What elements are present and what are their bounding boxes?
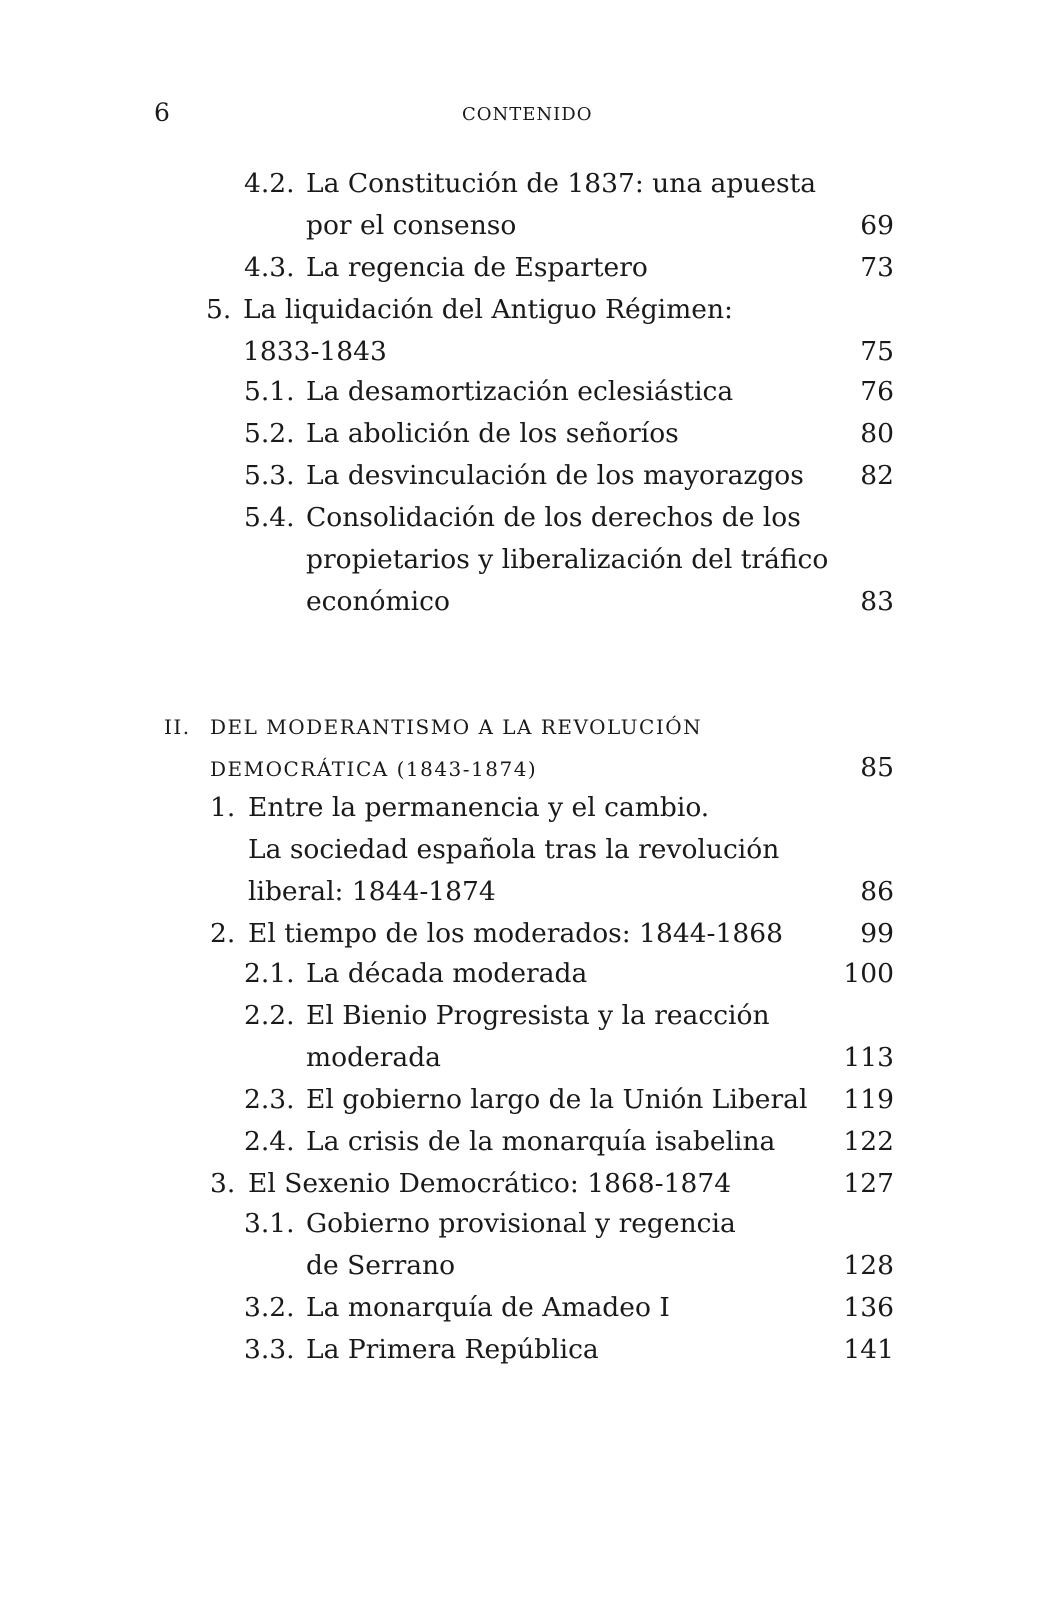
toc-entry-page: 76 [860,376,894,407]
toc-entry-number: 2. [210,918,236,949]
toc-entry-number: 5.1. [244,376,295,407]
toc-entry-title: El tiempo de los moderados: 1844-1868 [248,918,783,949]
toc-entry-title: La regencia de Espartero [306,252,648,283]
toc-entry-page: 119 [843,1084,894,1115]
toc-entry-title: propietarios y liberalización del tráfico [306,544,829,575]
toc-entry-page: 141 [843,1334,894,1365]
toc-entry-title: La liquidación del Antiguo Régimen: [243,294,733,325]
toc-entry-number: 5.3. [244,460,295,491]
toc-entry-title: económico [306,586,450,617]
toc-entry-page: 69 [860,210,894,241]
toc-entry-number: 3.1. [244,1208,295,1239]
toc-entry-number: 2.2. [244,1000,295,1031]
toc-entry-number: 4.2. [244,168,295,199]
toc-entry-title: La desvinculación de los mayorazgos [306,460,804,491]
toc-entry-title: por el consenso [306,210,517,241]
running-head: CONTENIDO [462,104,593,125]
toc-entry-title: La monarquía de Amadeo I [306,1292,670,1323]
toc-entry-title: La desamortización eclesiástica [306,376,734,407]
chapter-number: II. [164,715,191,739]
chapter-page: 85 [860,752,894,783]
toc-entry-number: 2.1. [244,958,295,989]
toc-entry-title: La abolición de los señoríos [306,418,679,449]
toc-entry-page: 83 [860,586,894,617]
toc-entry-page: 113 [843,1042,894,1073]
toc-entry-number: 3.2. [244,1292,295,1323]
toc-entry-title: El Sexenio Democrático: 1868-1874 [248,1168,732,1199]
toc-entry-title: liberal: 1844-1874 [248,876,496,907]
toc-entry-title: Gobierno provisional y regencia [306,1208,736,1239]
toc-entry-title: moderada [306,1042,441,1073]
toc-entry-page: 75 [860,336,894,367]
toc-entry-page: 82 [860,460,894,491]
page-number: 6 [154,98,170,127]
toc-entry-title: El Bienio Progresista y la reacción [306,1000,770,1031]
toc-entry-title: de Serrano [306,1250,456,1281]
toc-entry-title: La Primera República [306,1334,599,1365]
toc-entry-page: 122 [843,1126,894,1157]
toc-entry-number: 5. [206,294,232,325]
toc-entry-number: 3. [210,1168,236,1199]
chapter-title: DEMOCRÁTICA (1843-1874) [210,757,538,781]
toc-entry-page: 86 [860,876,894,907]
toc-entry-page: 136 [843,1292,894,1323]
toc-entry-number: 5.2. [244,418,295,449]
toc-entry-page: 99 [860,918,894,949]
toc-entry-title: El gobierno largo de la Unión Liberal [306,1084,808,1115]
toc-entry-title: Consolidación de los derechos de los [306,502,801,533]
toc-entry-title: La década moderada [306,958,588,989]
toc-entry-title: La Constitución de 1837: una apuesta [306,168,817,199]
toc-entry-number: 4.3. [244,252,295,283]
toc-entry-title: La sociedad española tras la revolución [248,834,780,865]
toc-entry-page: 100 [843,958,894,989]
chapter-title: DEL MODERANTISMO A LA REVOLUCIÓN [210,715,703,739]
toc-entry-title: La crisis de la monarquía isabelina [306,1126,776,1157]
toc-entry-number: 1. [210,792,236,823]
toc-entry-title: Entre la permanencia y el cambio. [248,792,710,823]
toc-entry-number: 2.3. [244,1084,295,1115]
toc-entry-number: 5.4. [244,502,295,533]
toc-entry-number: 3.3. [244,1334,295,1365]
toc-entry-title: 1833-1843 [243,336,387,367]
toc-entry-number: 2.4. [244,1126,295,1157]
toc-entry-page: 80 [860,418,894,449]
toc-entry-page: 128 [843,1250,894,1281]
toc-entry-page: 127 [843,1168,894,1199]
toc-entry-page: 73 [860,252,894,283]
